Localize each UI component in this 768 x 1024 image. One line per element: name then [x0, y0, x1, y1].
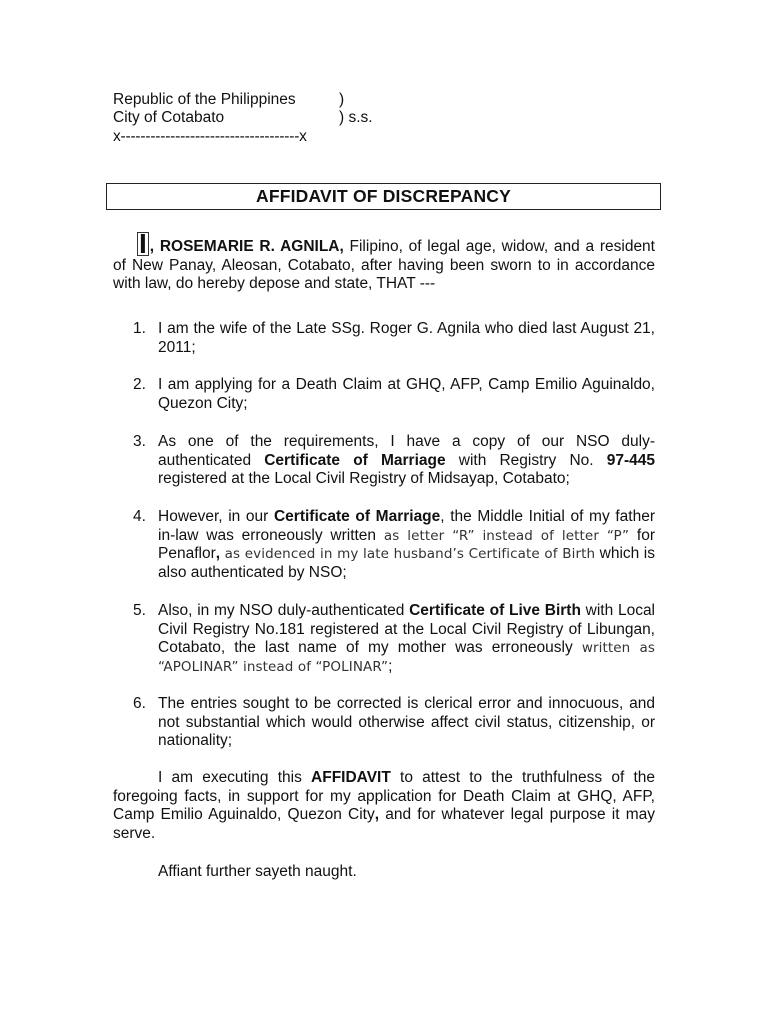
item-number: 6.	[133, 695, 146, 712]
document-title: AFFIDAVIT OF DISCREPANCY	[256, 186, 511, 207]
item-text: I am the wife of the Late SSg. Roger G. Agnila who died last August 21, 2011;	[158, 320, 655, 356]
list-item	[113, 376, 655, 413]
list-item	[113, 508, 655, 582]
item-number: 1.	[133, 320, 146, 337]
item-text-light: as letter “R” instead of letter “P”	[383, 527, 630, 544]
item-text: However, in our	[158, 508, 274, 525]
item-number: 3.	[133, 433, 146, 450]
drop-letter: I	[139, 228, 147, 259]
item-text: ;	[388, 657, 393, 675]
item-text: for Penaflor	[158, 526, 655, 562]
venue-ss: ) s.s.	[339, 109, 373, 126]
closing-text: to attest to the truthfulness of the foregoing facts, in support for my application for Death Claim at GHQ, AFP, Camp Emilio Aguinaldo, Quezon City	[113, 769, 655, 823]
venue-country-row	[113, 91, 345, 109]
closing-text: I am executing this	[158, 769, 312, 786]
venue-separator: x------------------------------------x	[113, 128, 307, 145]
item-number: 4.	[133, 508, 146, 525]
affidavit-word: AFFIDAVIT	[311, 769, 391, 786]
affiant-name: ROSEMARIE R. AGNILA,	[159, 238, 344, 255]
bold-comma: ,	[374, 806, 380, 823]
item-text: , the Middle Initial of my father in-law was erroneously written	[158, 508, 655, 544]
registry-number: 97-445	[606, 451, 655, 469]
list-item	[113, 695, 655, 751]
item-text: The entries sought to be corrected is clerical error and innocuous, and not substantial which would otherwise affect civil status, citizenship, or nationality;	[158, 695, 655, 749]
intro-paragraph	[113, 228, 655, 294]
item-text-light: written as “APOLINAR” instead of “POLINAR”	[158, 640, 655, 675]
item-text: As one of the requirements, I have a copy of our NSO duly-authenticated	[158, 433, 655, 469]
intro-text: Filipino, of legal age, widow, and a resident of New Panay, Aleosan, Cotabato, after having been sworn to in accordance with law, do hereby depose and state, THAT ---	[113, 238, 655, 292]
certificate-of-live-birth: Certificate of Live Birth	[409, 602, 581, 619]
list-item	[113, 320, 655, 357]
certificate-of-marriage: Certificate of Marriage	[264, 451, 446, 469]
venue-country: Republic of the Philippines	[113, 91, 296, 108]
item-text: with Registry No.	[445, 451, 607, 469]
closing-text: and for whatever legal purpose it may serve.	[113, 806, 656, 842]
item-text: registered at the Local Civil Registry of Midsayap, Cotabato;	[158, 470, 570, 487]
venue-city-row	[113, 109, 373, 127]
title-box	[106, 183, 661, 210]
item-text: which is also authenticated by NSO;	[158, 545, 655, 581]
bold-comma: ,	[215, 545, 221, 562]
item-number: 2.	[133, 376, 146, 393]
venue-country-paren: )	[339, 91, 345, 108]
certificate-of-marriage: Certificate of Marriage	[273, 508, 441, 525]
item-number: 5.	[133, 602, 146, 619]
item-text: I am applying for a Death Claim at GHQ, AFP, Camp Emilio Aguinaldo, Quezon City;	[158, 376, 655, 412]
venue-city: City of Cotabato	[113, 109, 225, 126]
item-text: Also, in my NSO duly-authenticated	[158, 602, 410, 619]
closing-paragraph	[113, 769, 655, 843]
item-text: with Local Civil Registry No.181 registered at the Local Civil Registry of Libungan, Cotabato, the last name of my mother was erroneously	[158, 602, 656, 656]
affiant-naught: Affiant further sayeth naught.	[158, 863, 357, 880]
list-item	[113, 602, 655, 676]
list-item	[113, 433, 655, 489]
intro-comma: ,	[149, 238, 155, 255]
item-text-light: as evidenced in my late husband’s Certificate of Birth	[220, 546, 596, 562]
venue-block	[113, 91, 373, 127]
